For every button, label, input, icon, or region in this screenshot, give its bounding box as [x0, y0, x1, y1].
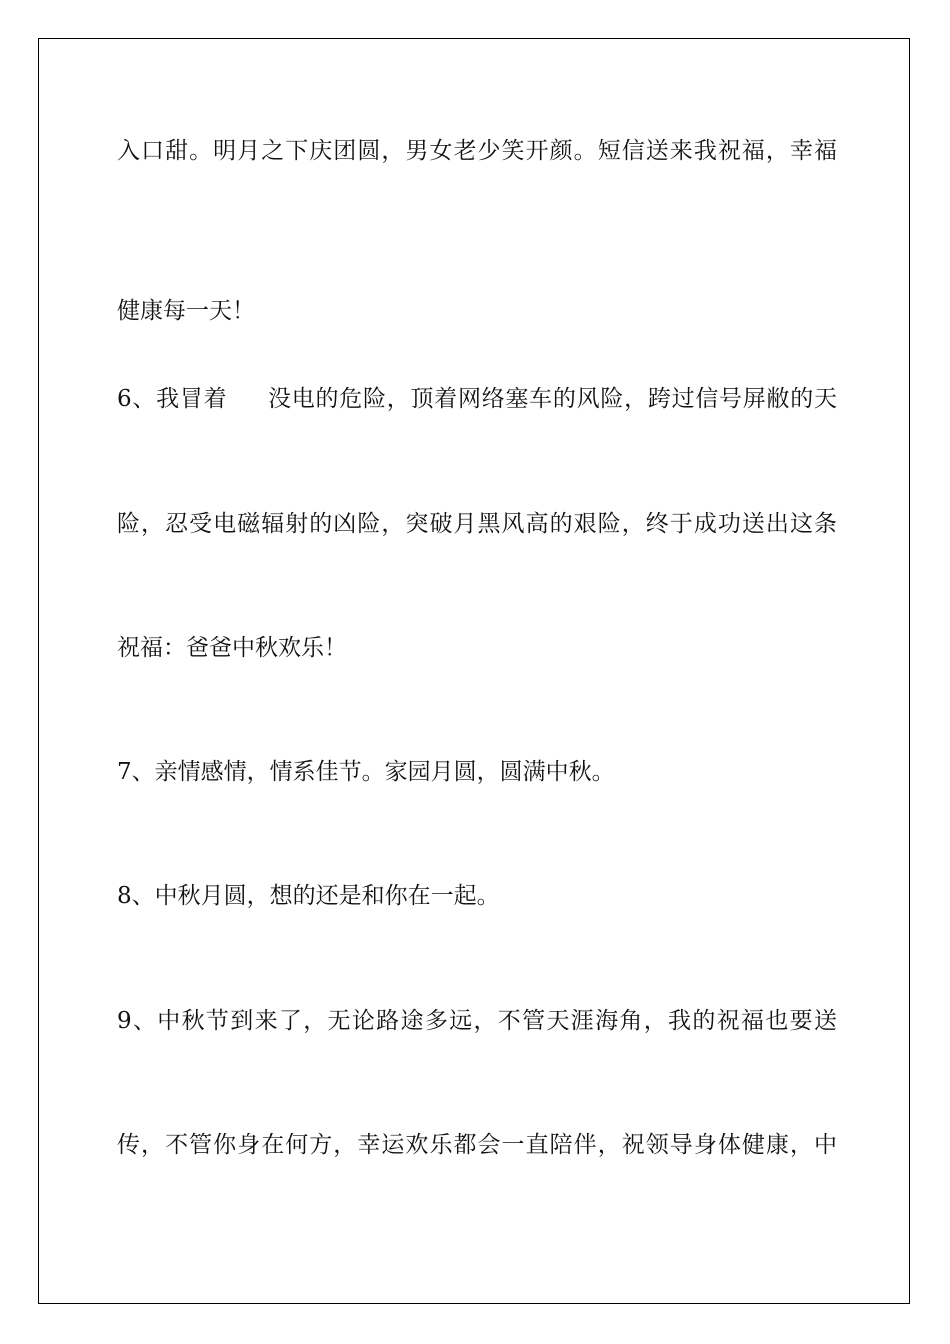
- text-line-5: 祝福：爸爸中秋欢乐！: [117, 635, 347, 661]
- text-line-2: 健康每一天！: [117, 298, 255, 324]
- text-line-9: 传，不管你身在何方，幸运欢乐都会一直陪伴，祝领导身体健康，中: [117, 1132, 837, 1158]
- text-line-8: 9、中秋节到来了，无论路途多远，不管天涯海角，我的祝福也要送: [117, 1008, 837, 1034]
- text-line-7: 8、中秋月圆，想的还是和你在一起。: [117, 883, 500, 909]
- item-6-prefix: 6、我冒着: [117, 386, 228, 412]
- item-6-text: 没电的危险，顶着网络塞车的风险，跨过信号屏敝的天: [267, 386, 838, 412]
- text-line-3: [117, 384, 837, 414]
- text-line-1: 入口甜。明月之下庆团圆，男女老少笑开颜。短信送来我祝福，幸福: [117, 138, 837, 164]
- text-line-4: 险，忍受电磁辐射的凶险，突破月黑风高的艰险，终于成功送出这条: [117, 511, 837, 537]
- document-page: [38, 38, 910, 1304]
- text-line-6: 7、亲情感情，情系佳节。家园月圆，圆满中秋。: [117, 759, 615, 785]
